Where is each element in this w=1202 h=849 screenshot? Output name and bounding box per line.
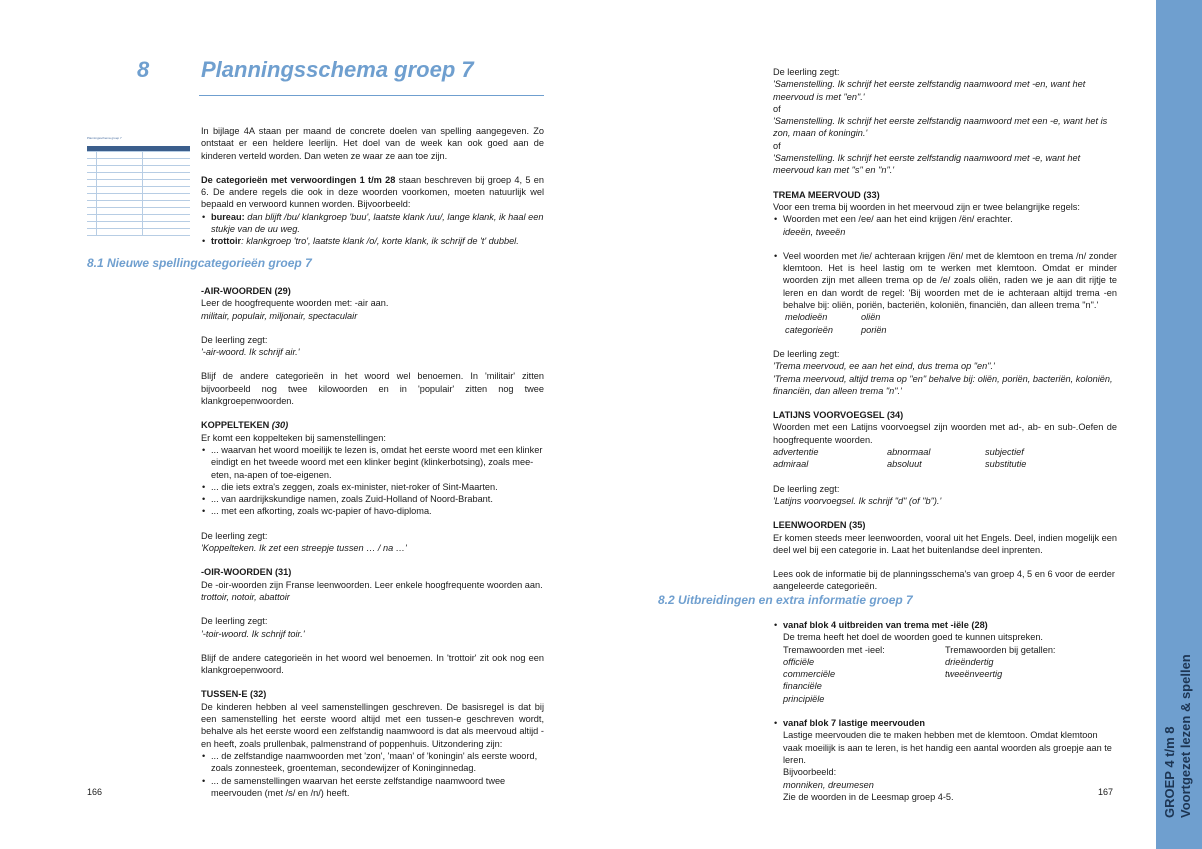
intro-example-trottoir: • trottoir: klankgroep 'tro', laatste klank /o/, korte klank, ik schrijf de 't' dubbel. — [201, 235, 544, 247]
koppelteken-says-label: De leerling zegt: — [201, 530, 268, 541]
list-item: • vanaf blok 7 lastige meervouden Lastige meervouden die te maken hebben met de klemtoon. Omdat klemtoon vaak moeilijk is aan te leren, is het handig een aantal woorden als groepje aan te leren. Bijvoorbeeld: monniken, dreumesen Zie de woorden in de Leesmap groep 4-5. — [773, 717, 1117, 803]
tussen-text: De kinderen hebben al veel samenstellingen geschreven. De basisregel is dat bij een samenstelling het eerste woord altijd met een tussen-e geschreven wordt, behalve als het eerste woord een zelfstandig naamwoord is dat als meervoud altijd -en heeft, zoals prullenbak, palmenstrand of poppenhuis. Uitzondering zijn: — [201, 701, 544, 749]
chapter-number: 8 — [137, 57, 150, 82]
koppelteken-text: Er komt een koppelteken bij samenstellingen: — [201, 432, 386, 443]
leen-note: Lees ook de informatie bij de planningsschema's van groep 4, 5 en 6 voor de eerder aangeleerde categorieën. — [773, 569, 1115, 592]
air-examples: militair, populair, miljonair, spectaculair — [201, 310, 358, 321]
koppelteken-heading: KOPPELTEKEN (30) — [201, 420, 289, 431]
list-item: • ... waarvan het woord moeilijk te lezen is, omdat het eerste woord met een klinker eindigt en het tweede woord met een klinker begint (klinkerbotsing), zoals mee-eten, na-apen of toe-eigenen. — [201, 444, 544, 481]
latijns-text: Woorden met een Latijns voorvoegsel zijn woorden met ad-, ab- en sub-.Oefen de hoogfrequente woorden. — [773, 422, 1117, 445]
right-says-1: 'Samenstelling. Ik schrijf het eerste zelfstandig naamwoord met -en, want het meervoud is met "en".' — [773, 79, 1086, 102]
tussen-heading: TUSSEN-E (32) — [201, 689, 267, 700]
air-says: '-air-woord. Ik schrijf air.' — [201, 347, 300, 358]
list-item: • Veel woorden met /ie/ achteraan krijgen /ën/ met de klemtoon en trema /n/ zonder klemtoon. Het is heel lastig om te werken met klemtoon. Omdat er minder woorden zijn met alleen trema op de /e/ zoals oliën, raden we je aan dit rijtje te leren en dan wordt de regel: 'Bij woorden met de ie achteraan altijd trema -en behalve bij: oliën, poriën, bacteriën, koloniën, financiën, dan alleen trema "n".' — [773, 250, 1117, 311]
extension-list-2 — [773, 717, 1117, 803]
left-page — [0, 0, 600, 849]
list-item: • ... met een afkorting, zoals wc-papier of havo-diploma. — [201, 505, 544, 517]
list-item: • ... van aardrijkskundige namen, zoals Zuid-Holland of Noord-Brabant. — [201, 493, 544, 505]
planning-table-thumbnail — [87, 136, 190, 242]
right-says-3: 'Samenstelling. Ik schrijf het eerste zelfstandig naamwoord met -e, want het meervoud kan met "s" en "n".' — [773, 153, 1081, 176]
oir-says-label: De leerling zegt: — [201, 616, 268, 627]
trema-list-2 — [773, 250, 1117, 311]
list-item: • ... de samenstellingen waarvan het eerste zelfstandige naamwoord twee meervouden (met /s/ en /n/) heeft. — [201, 775, 544, 800]
chapter-tab-line-1: GROEP 4 t/m 8 — [1162, 726, 1177, 818]
trema-says-1: 'Trema meervoud, ee aan het eind, dus trema op "en".' — [773, 361, 995, 372]
chapter-title: Planningsschema groep 7 — [201, 57, 474, 82]
right-says-label: De leerling zegt: — [773, 67, 840, 77]
leen-heading: LEENWOORDEN (35) — [773, 520, 866, 531]
trema-says-2: 'Trema meervoud, altijd trema op "en" behalve bij: oliën, poriën, bacteriën, koloniën, financiën, dan alleen trema "n".' — [773, 373, 1113, 396]
latijns-examples: advertentie abnormaal subjectief admiraal absoluut substitutie — [773, 447, 1027, 470]
oir-heading: -OIR-WOORDEN (31) — [201, 567, 292, 578]
intro-examples — [201, 211, 544, 248]
section-8-2-title: 8.2 Uitbreidingen en extra informatie groep 7 — [658, 593, 913, 607]
chapter-tab-label — [1162, 558, 1194, 818]
intro-p2: De categorieën met verwoordingen 1 t/m 28 staan beschreven bij groep 4, 5 en 6. De andere regels die ook in deze woorden voorkomen, moeten natuurlijk wel bepaald en verwoord kunnen worden. Bijvoorbeeld: — [201, 174, 544, 210]
oir-note: Blijf de andere categorieën in het woord wel benoemen. In 'trottoir' zit ook nog een klankgroepenwoord. — [201, 652, 544, 676]
air-heading: -AIR-WOORDEN (29) — [201, 286, 291, 296]
oir-examples: trottoir, notoir, abattoir — [201, 591, 290, 602]
list-item: • ... die iets extra's zeggen, zoals ex-minister, niet-roker of Sint-Maarten. — [201, 481, 544, 493]
extension-list-1 — [773, 619, 1117, 705]
right-or-1: of — [773, 103, 781, 114]
koppelteken-says: 'Koppelteken. Ik zet een streepje tussen … / na …' — [201, 543, 407, 554]
section-8-1-title: 8.1 Nieuwe spellingcategorieën groep 7 — [87, 256, 312, 270]
oir-text: De -oir-woorden zijn Franse leenwoorden. Leer enkele hoogfrequente woorden aan. — [201, 579, 543, 590]
latijns-heading: LATIJNS VOORVOEGSEL (34) — [773, 410, 904, 421]
right-says-2: 'Samenstelling. Ik schrijf het eerste zelfstandig naamwoord met een -e, want het is zon, maan of koningin.' — [773, 116, 1108, 139]
koppelteken-list — [201, 444, 544, 518]
page-number-left: 166 — [87, 787, 103, 797]
intro-example-bureau: • bureau: dan blijft /bu/ klankgroep 'buu', laatste klank /uu/, lange klank, ik haal een stukje van de uu weg. — [201, 211, 544, 236]
leen-text: Er komen steeds meer leenwoorden, vooral uit het Engels. Deel, indien mogelijk een deel wel bij een categorie in. Laat het buitenlandse deel inprenten. — [773, 532, 1117, 555]
tussen-list — [201, 750, 544, 799]
right-content — [773, 66, 1117, 593]
page-number-right: 167 — [1098, 787, 1114, 797]
trema-list-1 — [773, 213, 1117, 238]
latijns-says-label: De leerling zegt: — [773, 483, 840, 494]
right-or-2: of — [773, 140, 781, 151]
trema-says-label: De leerling zegt: — [773, 348, 840, 359]
thumbnail-caption: Planningsschema groep 7 — [87, 136, 122, 140]
left-content — [201, 285, 544, 799]
latijns-says: 'Latijns voorvoegsel. Ik schrijf "d" (of "b").' — [773, 495, 942, 506]
right-page — [601, 0, 1156, 849]
intro-block — [201, 125, 544, 248]
oir-says: '-toir-woord. Ik schrijf toir.' — [201, 628, 305, 639]
chapter-tab-line-2: Voortgezet lezen & spellen — [1178, 654, 1193, 818]
air-text: Leer de hoogfrequente woorden met: -air aan. — [201, 298, 389, 309]
list-item: • Woorden met een /ee/ aan het eind krijgen /ën/ erachter. ideeën, tweeën — [773, 213, 1117, 238]
list-item: • ... de zelfstandige naamwoorden met 'zon', 'maan' of 'koningin' als eerste woord, zoals zonnesteek, groenteman, secondewijzer of Koninginnedag. — [201, 750, 544, 775]
air-note: Blijf de andere categorieën in het woord wel benoemen. In 'militair' zitten bijvoorbeeld nog twee kilowoorden en in 'populair' zitten nog twee klankgroepenwoorden. — [201, 371, 544, 407]
extension-content — [773, 619, 1117, 803]
chapter-rule — [199, 95, 544, 96]
trema-text: Voor een trema bij woorden in het meervoud zijn er twee belangrijke regels: — [773, 201, 1080, 212]
air-says-label: De leerling zegt: — [201, 334, 268, 345]
trema-examples: melodieën oliën categorieën poriën — [785, 312, 887, 335]
list-item: • vanaf blok 4 uitbreiden van trema met -iële (28) De trema heeft het doel de woorden goed te kunnen uitspreken. Tremawoorden met -ieel: officiële commerciële financiële principiële Tremawoorden bij getallen: drieëndertig tweeënveertig — [773, 619, 1117, 705]
intro-p1: In bijlage 4A staan per maand de concrete doelen van spelling aangegeven. Zo ontstaat er een heldere leerlijn. Het doel van de week kan ook goed aan de kinderen verteld worden. Dan weten ze waar ze aan toe zijn. — [201, 126, 544, 161]
trema-heading: TREMA MEERVOUD (33) — [773, 189, 880, 200]
